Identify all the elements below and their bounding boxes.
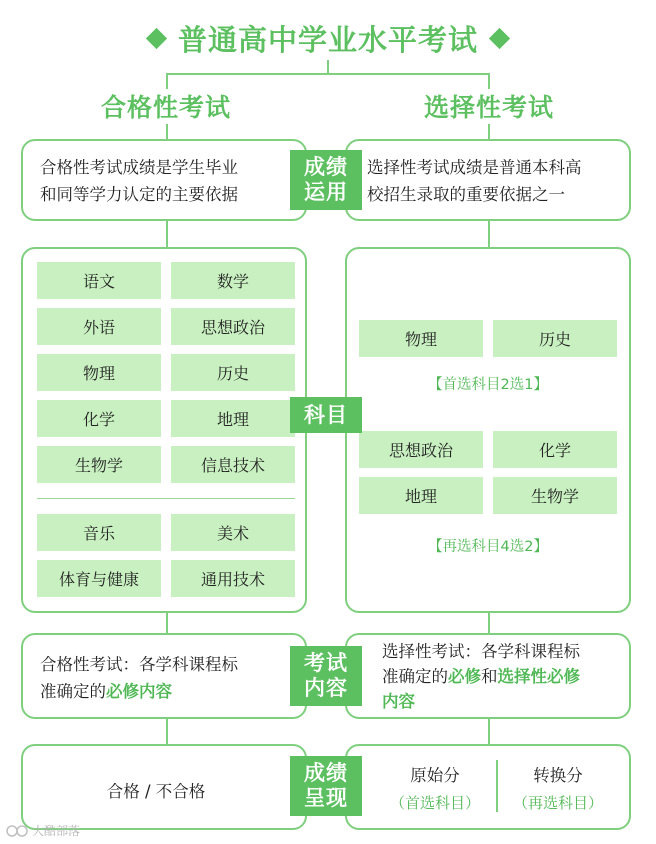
watermark-logo-icon <box>6 824 28 838</box>
highlight-text: 必修 <box>448 667 481 686</box>
usage-left-line: 和同等学力认定的主要依据 <box>40 185 238 204</box>
content-right-line <box>382 689 580 714</box>
diamond-icon <box>489 27 510 48</box>
connector-line <box>488 221 490 248</box>
subject-cell: 美术 <box>171 514 295 551</box>
first-choice-grid <box>359 320 617 357</box>
watermark <box>6 822 80 839</box>
connector-line <box>488 719 490 745</box>
result-badge: 成绩 呈现 <box>290 756 362 816</box>
usage-badge: 成绩 运用 <box>290 150 362 210</box>
usage-left-line: 合格性考试成绩是学生毕业 <box>40 158 238 177</box>
content-left-box <box>21 633 307 719</box>
connector-line <box>166 73 168 89</box>
usage-right-box <box>345 139 631 221</box>
pass-fail-label: 合格 / 不合格 <box>106 782 206 801</box>
subject-cell: 地理 <box>171 400 295 437</box>
vertical-divider <box>496 760 498 812</box>
connector-line <box>166 613 168 634</box>
connector-line <box>488 73 490 89</box>
content-right-box <box>345 633 631 719</box>
subjects-right-box <box>345 247 631 613</box>
subject-cell: 历史 <box>171 354 295 391</box>
subject-cell: 通用技术 <box>171 560 295 597</box>
subject-cell: 语文 <box>37 262 161 299</box>
subject-cell: 历史 <box>493 320 617 357</box>
subject-cell: 生物学 <box>37 446 161 483</box>
watermark-text: 大酷部落 <box>32 824 81 838</box>
subject-cell: 化学 <box>493 431 617 468</box>
connector-line <box>166 221 168 248</box>
subjects-badge: 科目 <box>290 397 362 433</box>
connector-line <box>327 60 329 74</box>
raw-score-note: （首选科目） <box>389 794 480 812</box>
subject-cell: 思想政治 <box>171 308 295 345</box>
content-left-line: 准确定的必修内容 <box>40 682 172 701</box>
subject-cell: 地理 <box>359 477 483 514</box>
content-right-line: 选择性考试：各学科课程标 <box>382 642 580 661</box>
title-text: 普通高中学业水平考试 <box>177 22 478 57</box>
connector-line <box>166 73 490 75</box>
diamond-icon <box>146 27 167 48</box>
usage-right-line: 校招生录取的重要依据之一 <box>367 185 565 204</box>
subject-cell: 化学 <box>37 400 161 437</box>
connector-line <box>166 719 168 745</box>
subject-cell: 音乐 <box>37 514 161 551</box>
connector-line <box>166 124 168 140</box>
subject-cell: 体育与健康 <box>37 560 161 597</box>
subject-cell: 外语 <box>37 308 161 345</box>
divider <box>37 498 295 499</box>
highlight-text: 内容 <box>382 692 415 711</box>
other-subjects-grid <box>37 514 295 597</box>
highlight-text: 选择性必修 <box>497 667 580 686</box>
content-badge: 考试 内容 <box>290 646 362 706</box>
left-column-title: 合格性考试 <box>100 93 231 122</box>
subject-cell: 思想政治 <box>359 431 483 468</box>
first-choice-note: 【首选科目2选1】 <box>428 377 548 393</box>
connector-line <box>488 124 490 140</box>
content-left-line: 合格性考试：各学科课程标 <box>40 655 238 674</box>
result-left-box <box>21 744 307 830</box>
connector-line <box>488 613 490 634</box>
raw-score-label: 原始分 <box>410 766 460 785</box>
content-right-line: 准确定的必修和选择性必修 <box>382 667 580 686</box>
subjects-left-box <box>21 247 307 613</box>
diagram-title <box>0 16 656 60</box>
highlight-text: 必修内容 <box>106 682 172 701</box>
converted-score-note: （再选科目） <box>512 794 603 812</box>
subject-cell: 物理 <box>37 354 161 391</box>
usage-right-line: 选择性考试成绩是普通本科高 <box>367 158 582 177</box>
converted-score-label: 转换分 <box>533 766 583 785</box>
subject-cell: 物理 <box>359 320 483 357</box>
required-subjects-grid <box>37 262 295 483</box>
usage-left-box <box>21 139 307 221</box>
subject-cell: 数学 <box>171 262 295 299</box>
second-choice-note: 【再选科目4选2】 <box>428 539 548 555</box>
result-right-box <box>345 744 631 830</box>
right-column-title: 选择性考试 <box>423 93 554 122</box>
subject-cell: 生物学 <box>493 477 617 514</box>
second-choice-grid <box>359 431 617 514</box>
subject-cell: 信息技术 <box>171 446 295 483</box>
